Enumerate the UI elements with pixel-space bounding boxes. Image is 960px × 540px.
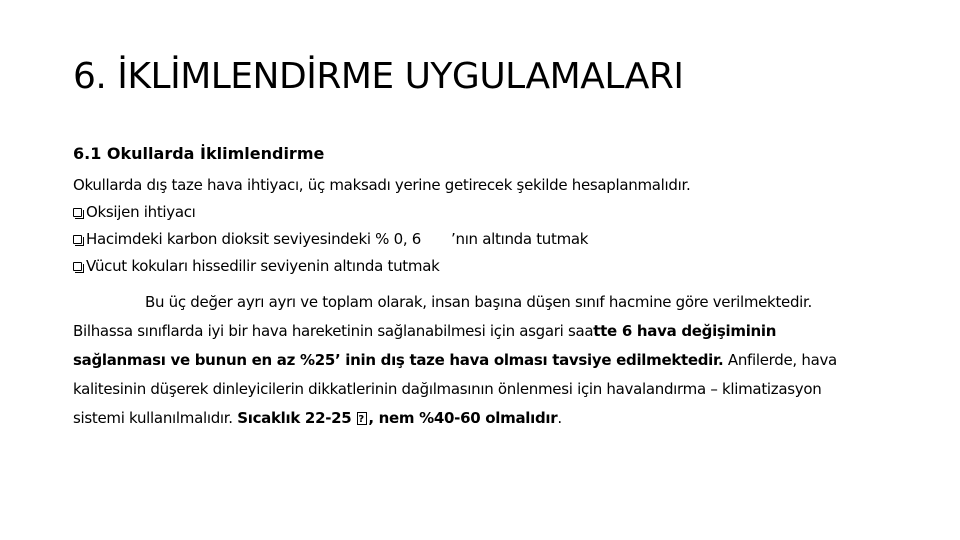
bullet-text: Vücut kokuları hissedilir seviyenin altında tutmak xyxy=(86,257,440,275)
paragraph-line-5 xyxy=(73,408,562,428)
checkbox-bullet-icon xyxy=(73,235,82,244)
missing-glyph-icon xyxy=(357,412,367,425)
paragraph-bold-text: Sıcaklık 22-25 xyxy=(237,409,357,427)
section-heading: 6.1 Okullarda İklimlendirme xyxy=(73,144,325,163)
slide-title: 6. İKLİMLENDİRME UYGULAMALARI xyxy=(73,56,684,97)
bullet-text-suffix: ’nın altında tutmak xyxy=(451,230,589,248)
paragraph-text: sistemi kullanılmalıdır. xyxy=(73,409,238,427)
paragraph-bold-text: , nem %40-60 olmalıdır xyxy=(368,409,558,427)
paragraph-text: . xyxy=(557,409,562,427)
paragraph-text: Anfilerde, hava xyxy=(723,351,837,369)
paragraph-line-2 xyxy=(73,321,776,341)
intro-text: Okullarda dış taze hava ihtiyacı, üç maksadı yerine getirecek şekilde hesaplanmalıdır. xyxy=(73,176,691,194)
paragraph-line-3 xyxy=(73,350,837,370)
checkbox-bullet-icon xyxy=(73,262,82,271)
paragraph-line-4: kalitesinin düşerek dinleyicilerin dikkatlerinin dağılmasının önlenmesi için havalandırma – klimatizasyon xyxy=(73,380,822,398)
paragraph-bold-text: sağlanması ve bunun en az %25’ inin dış taze hava olması tavsiye edilmektedir. xyxy=(73,351,724,369)
bullet-text: Hacimdeki karbon dioksit seviyesindeki % 0, 6 xyxy=(86,230,422,248)
paragraph-text: Bilhassa sınıflarda iyi bir hava hareketinin sağlanabilmesi için asgari saa xyxy=(73,322,594,340)
bullet-item-odor xyxy=(73,256,439,276)
bullet-item-co2 xyxy=(73,229,588,249)
bullet-text: Oksijen ihtiyacı xyxy=(86,203,196,221)
checkbox-bullet-icon xyxy=(73,208,82,217)
paragraph-bold-text: tte 6 hava değişiminin xyxy=(593,322,777,340)
paragraph-line-1: Bu üç değer ayrı ayrı ve toplam olarak, insan başına düşen sınıf hacmine göre verilmektedir. xyxy=(145,293,813,311)
bullet-item-oxygen xyxy=(73,202,196,222)
